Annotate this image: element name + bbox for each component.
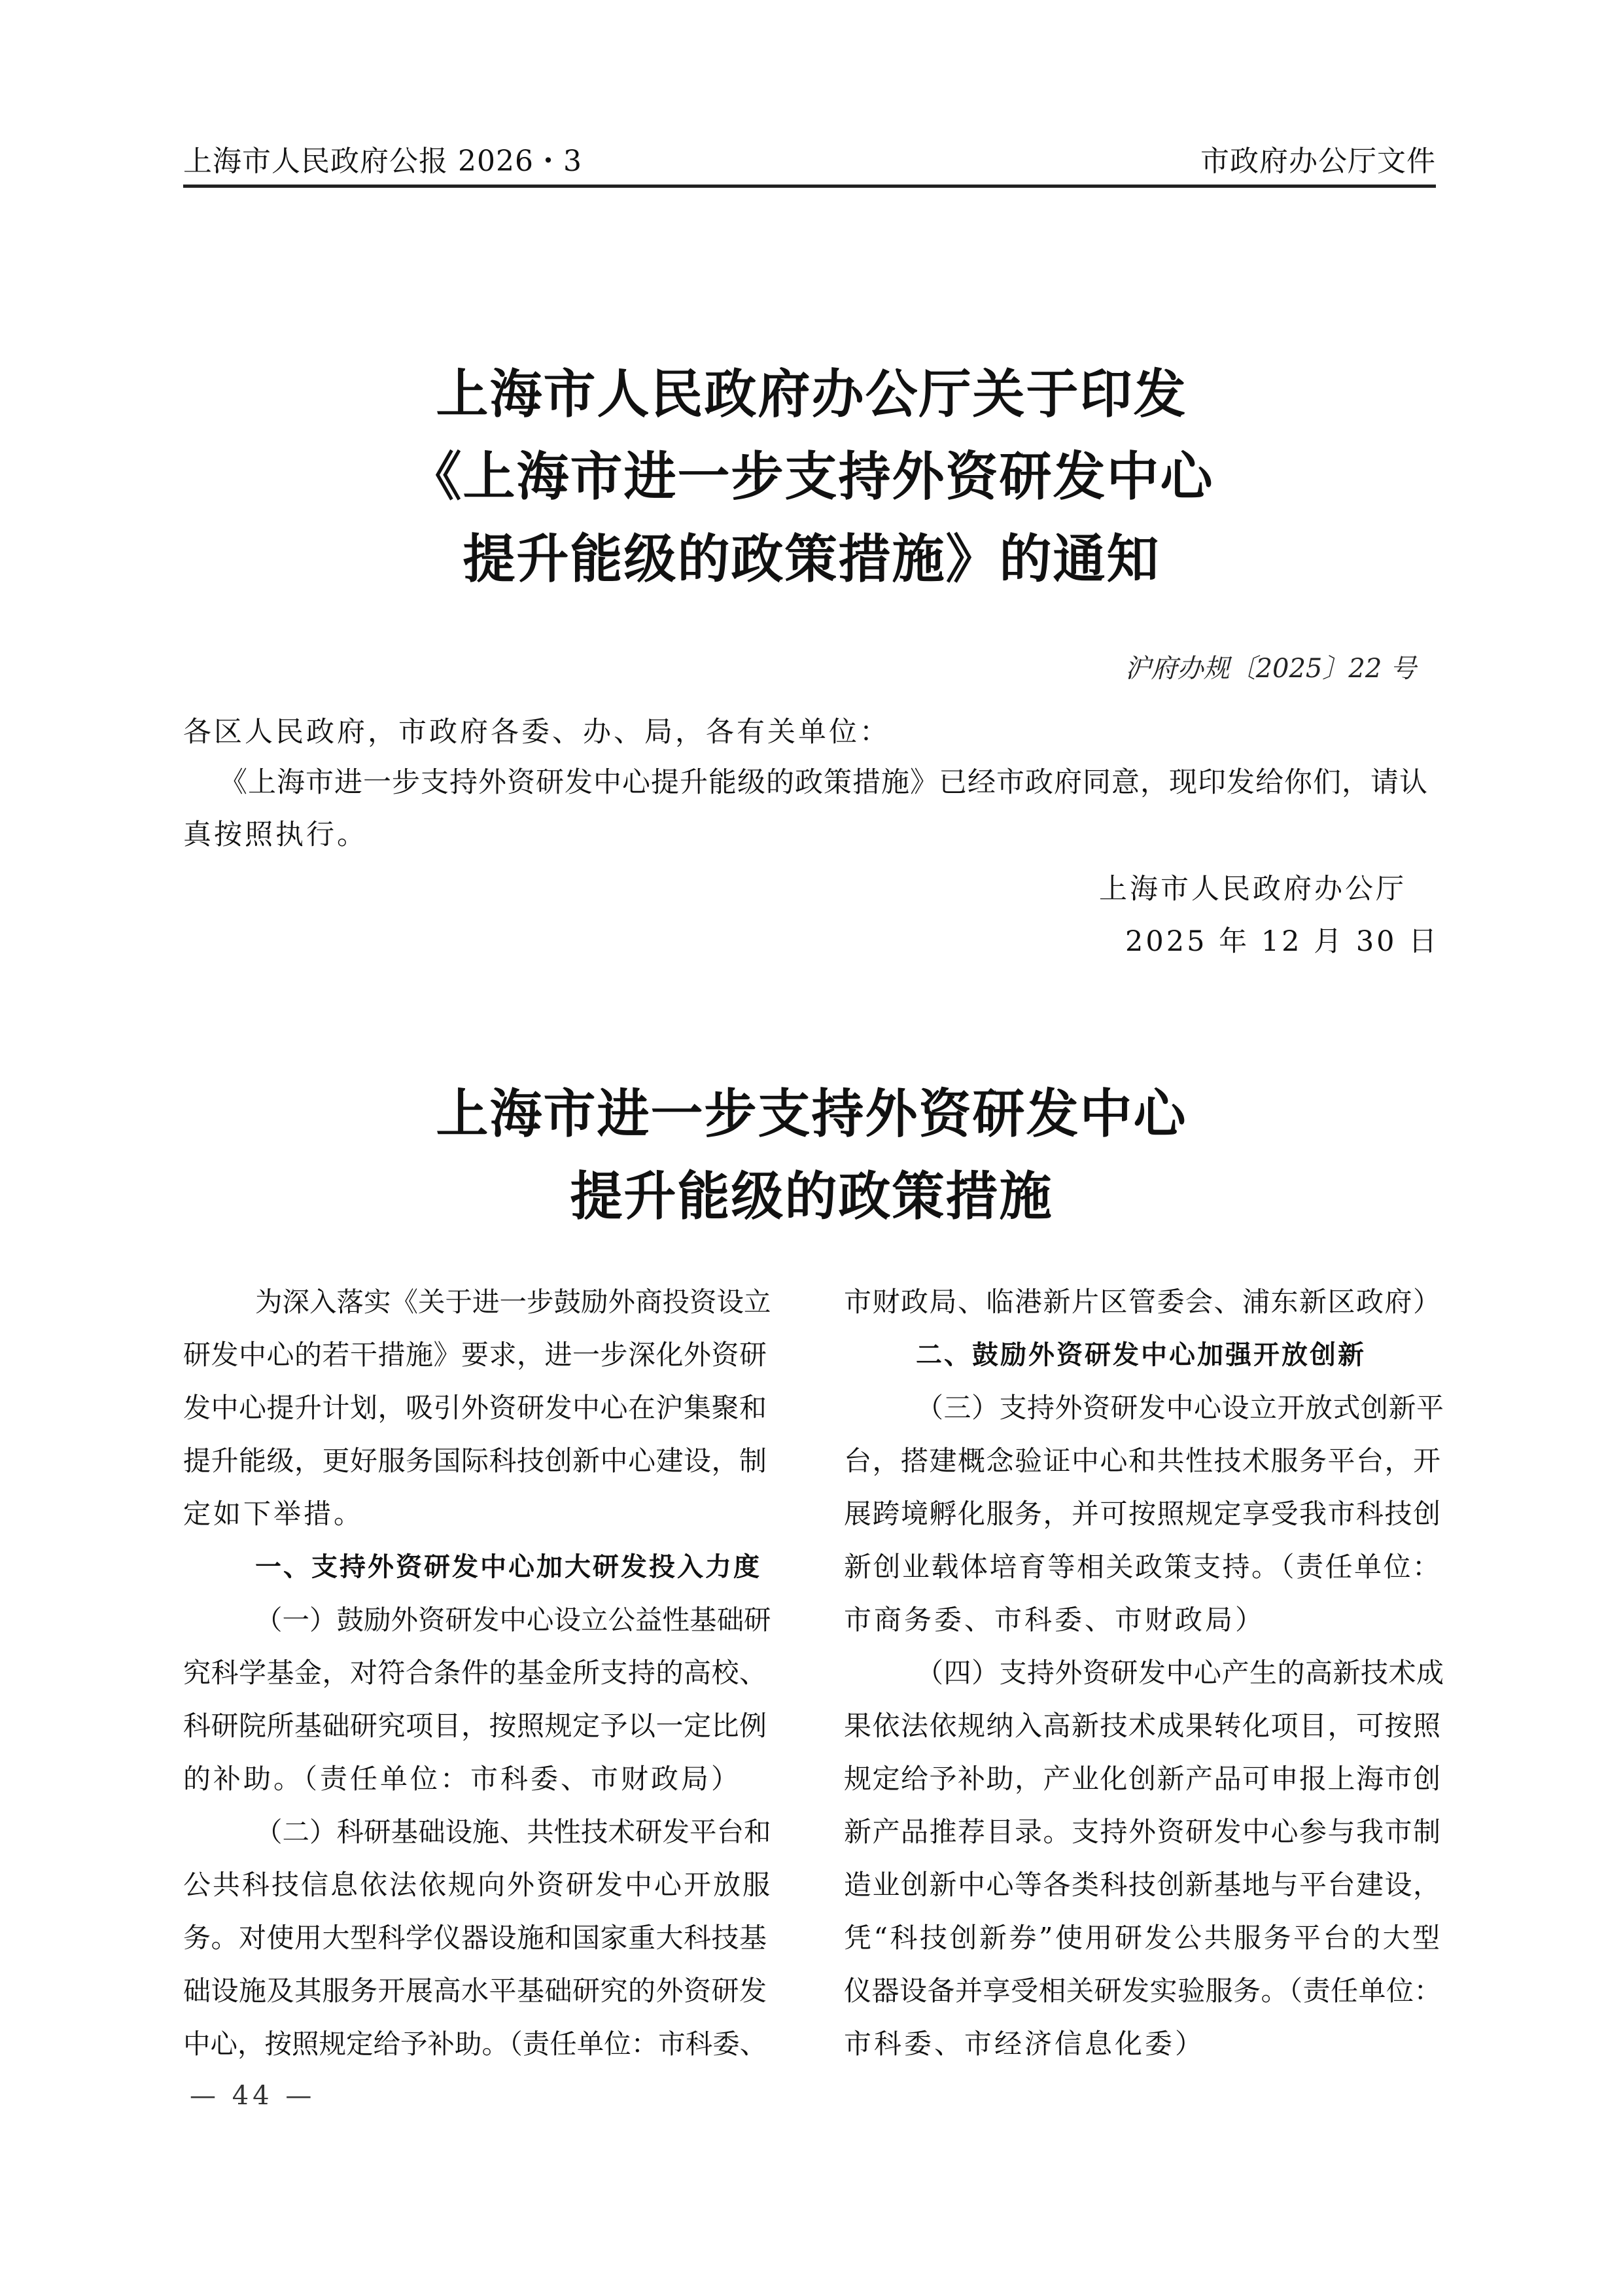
paragraph-line: 务。对使用大型科学仪器设施和国家重大科技基 xyxy=(183,1922,767,1954)
section-heading: 二、鼓励外资研发中心加强开放创新 xyxy=(916,1340,1366,1370)
paragraph-line: 公共科技信息依法依规向外资研发中心开放服 xyxy=(183,1869,773,1901)
paragraph-line: 科研院所基础研究项目，按照规定予以一定比例 xyxy=(183,1710,767,1742)
paragraph-line: （三）支持外资研发中心设立开放式创新平 xyxy=(916,1392,1444,1424)
paragraph-line: （四）支持外资研发中心产生的高新技术成 xyxy=(916,1657,1444,1689)
paragraph-line: 市财政局、临港新片区管委会、浦东新区政府） xyxy=(844,1286,1442,1318)
right-column xyxy=(844,1282,1446,2077)
paragraph-line: 定如下举措。 xyxy=(183,1498,364,1530)
header-divider xyxy=(183,185,1436,188)
paragraph-line: 的补助。（责任单位：市科委、市财政局） xyxy=(183,1763,742,1795)
page-number: — 44 — xyxy=(190,2081,316,2111)
paragraph-line: 凭“科技创新券”使用研发公共服务平台的大型 xyxy=(844,1922,1442,1954)
notice-title-line: 《上海市进一步支持外资研发中心 xyxy=(409,446,1214,507)
policy-title-line: 提升能级的政策措施 xyxy=(570,1166,1053,1227)
paragraph-line: 市商务委、市科委、市财政局） xyxy=(844,1604,1266,1636)
policy-title xyxy=(0,1073,1623,1238)
paragraph-line: 台，搭建概念验证中心和共性技术服务平台，开 xyxy=(844,1445,1442,1477)
policy-title-line: 上海市进一步支持外资研发中心 xyxy=(436,1084,1187,1144)
issuer-signature: 上海市人民政府办公厅 xyxy=(1099,873,1406,906)
paragraph-line: 为深入落实《关于进一步鼓励外商投资设立 xyxy=(255,1286,771,1318)
paragraph-line: 发中心提升计划，吸引外资研发中心在沪集聚和 xyxy=(183,1392,767,1424)
salutation: 各区人民政府，市政府各委、办、局，各有关单位： xyxy=(183,716,890,749)
paragraph-line: （二）科研基础设施、共性技术研发平台和 xyxy=(255,1816,771,1848)
notice-title xyxy=(0,353,1623,601)
paragraph-line: 果依法依规纳入高新技术成果转化项目，可按照 xyxy=(844,1710,1442,1742)
notice-body-line: 真按照执行。 xyxy=(183,819,368,851)
section-header: 市政府办公厅文件 xyxy=(1200,145,1436,178)
paragraph-line: 新产品推荐目录。支持外资研发中心参与我市制 xyxy=(844,1816,1442,1848)
paragraph-line: 市科委、市经济信息化委） xyxy=(844,2028,1206,2060)
paragraph-line: 础设施及其服务开展高水平基础研究的外资研发 xyxy=(183,1975,767,2007)
paragraph-line: 研发中心的若干措施》要求，进一步深化外资研 xyxy=(183,1339,767,1371)
paragraph-line: 究科学基金，对符合条件的基金所支持的高校、 xyxy=(183,1657,767,1689)
section-heading: 一、支持外资研发中心加大研发投入力度 xyxy=(255,1552,761,1582)
issue-date: 2025 年 12 月 30 日 xyxy=(1125,925,1440,958)
publication-header: 上海市人民政府公报 2026・3 xyxy=(183,145,582,178)
paragraph-line: 规定给予补助，产业化创新产品可申报上海市创 xyxy=(844,1763,1442,1795)
paragraph-line: 造业创新中心等各类科技创新基地与平台建设， xyxy=(844,1869,1442,1901)
notice-body-line: 《上海市进一步支持外资研发中心提升能级的政策措施》已经市政府同意，现印发给你们，请认 xyxy=(219,766,1428,799)
notice-title-line: 上海市人民政府办公厅关于印发 xyxy=(436,364,1187,425)
paragraph-line: 仪器设备并享受相关研发实验服务。（责任单位： xyxy=(844,1975,1442,2007)
paragraph-line: （一）鼓励外资研发中心设立公益性基础研 xyxy=(255,1604,771,1636)
paragraph-line: 新创业载体培育等相关政策支持。（责任单位： xyxy=(844,1551,1442,1583)
paragraph-line: 展跨境孵化服务，并可按照规定享受我市科技创 xyxy=(844,1498,1442,1530)
paragraph-line: 中心，按照规定给予补助。（责任单位：市科委、 xyxy=(183,2028,767,2060)
left-column xyxy=(183,1282,772,2077)
notice-title-line: 提升能级的政策措施》的通知 xyxy=(462,529,1161,590)
paragraph-line: 提升能级，更好服务国际科技创新中心建设，制 xyxy=(183,1445,767,1477)
document-number: 沪府办规〔2025〕22 号 xyxy=(1125,654,1416,684)
